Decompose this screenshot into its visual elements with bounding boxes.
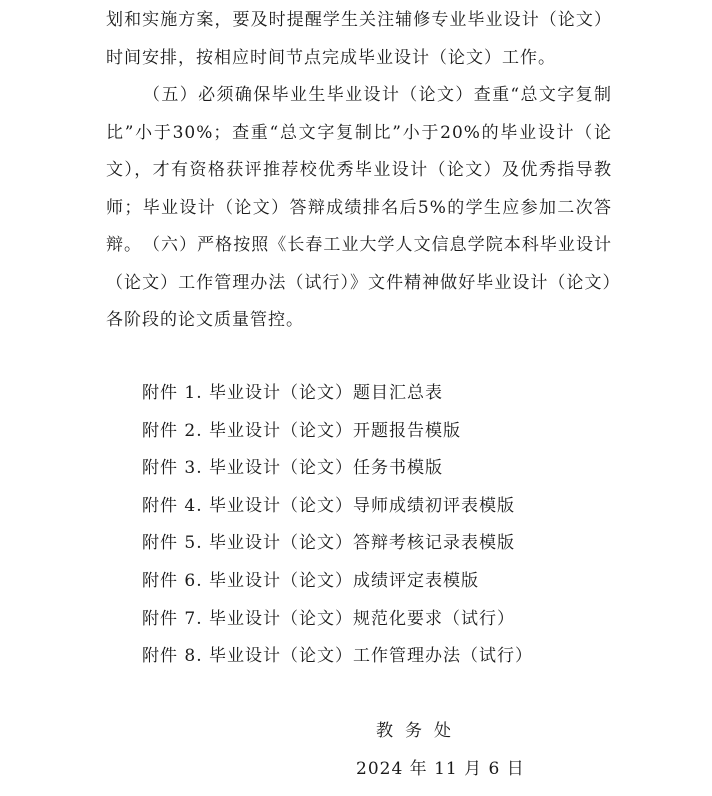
attachment-item: 附件 3. 毕业设计（论文）任务书模版 — [142, 458, 444, 479]
attachment-item: 附件 1. 毕业设计（论文）题目汇总表 — [142, 383, 444, 403]
paragraph-item-6: （六）严格按照《长春工业大学人文信息学院本科毕业设计（论文）工作管理办法（试行）》文件精神做好毕业设计（论文）各阶段的论文质量管控。 — [106, 235, 612, 330]
attachment-item: 附件 2. 毕业设计（论文）开题报告模版 — [142, 420, 462, 441]
paragraph-item-5: （五）必须确保毕业生毕业设计（论文）查重“总文字复制比”小于30%；查重“总文字复制比”小于20%的毕业设计（论文），才有资格获评推荐校优秀毕业设计（论文）及优秀指导教师；毕业设计（论文）答辩成绩排名后5%的学生应参加二次答辩。 — [106, 85, 612, 255]
attachment-item: 附件 8. 毕业设计（论文）工作管理办法（试行） — [142, 646, 534, 667]
issue-date: 2024 年 11 月 6 日 — [356, 759, 525, 779]
attachment-item: 附件 5. 毕业设计（论文）答辩考核记录表模版 — [142, 533, 516, 554]
issuer-signature: 教务处 — [376, 721, 463, 741]
attachment-item: 附件 6. 毕业设计（论文）成绩评定表模版 — [142, 570, 480, 591]
paragraph-continued: 划和实施方案，要及时提醒学生关注辅修专业毕业设计（论文）时间安排，按相应时间节点完成毕业设计（论文）工作。 — [106, 10, 612, 68]
attachment-item: 附件 7. 毕业设计（论文）规范化要求（试行） — [142, 608, 516, 629]
attachment-list — [142, 375, 533, 676]
attachment-item: 附件 4. 毕业设计（论文）导师成绩初评表模版 — [142, 495, 516, 516]
